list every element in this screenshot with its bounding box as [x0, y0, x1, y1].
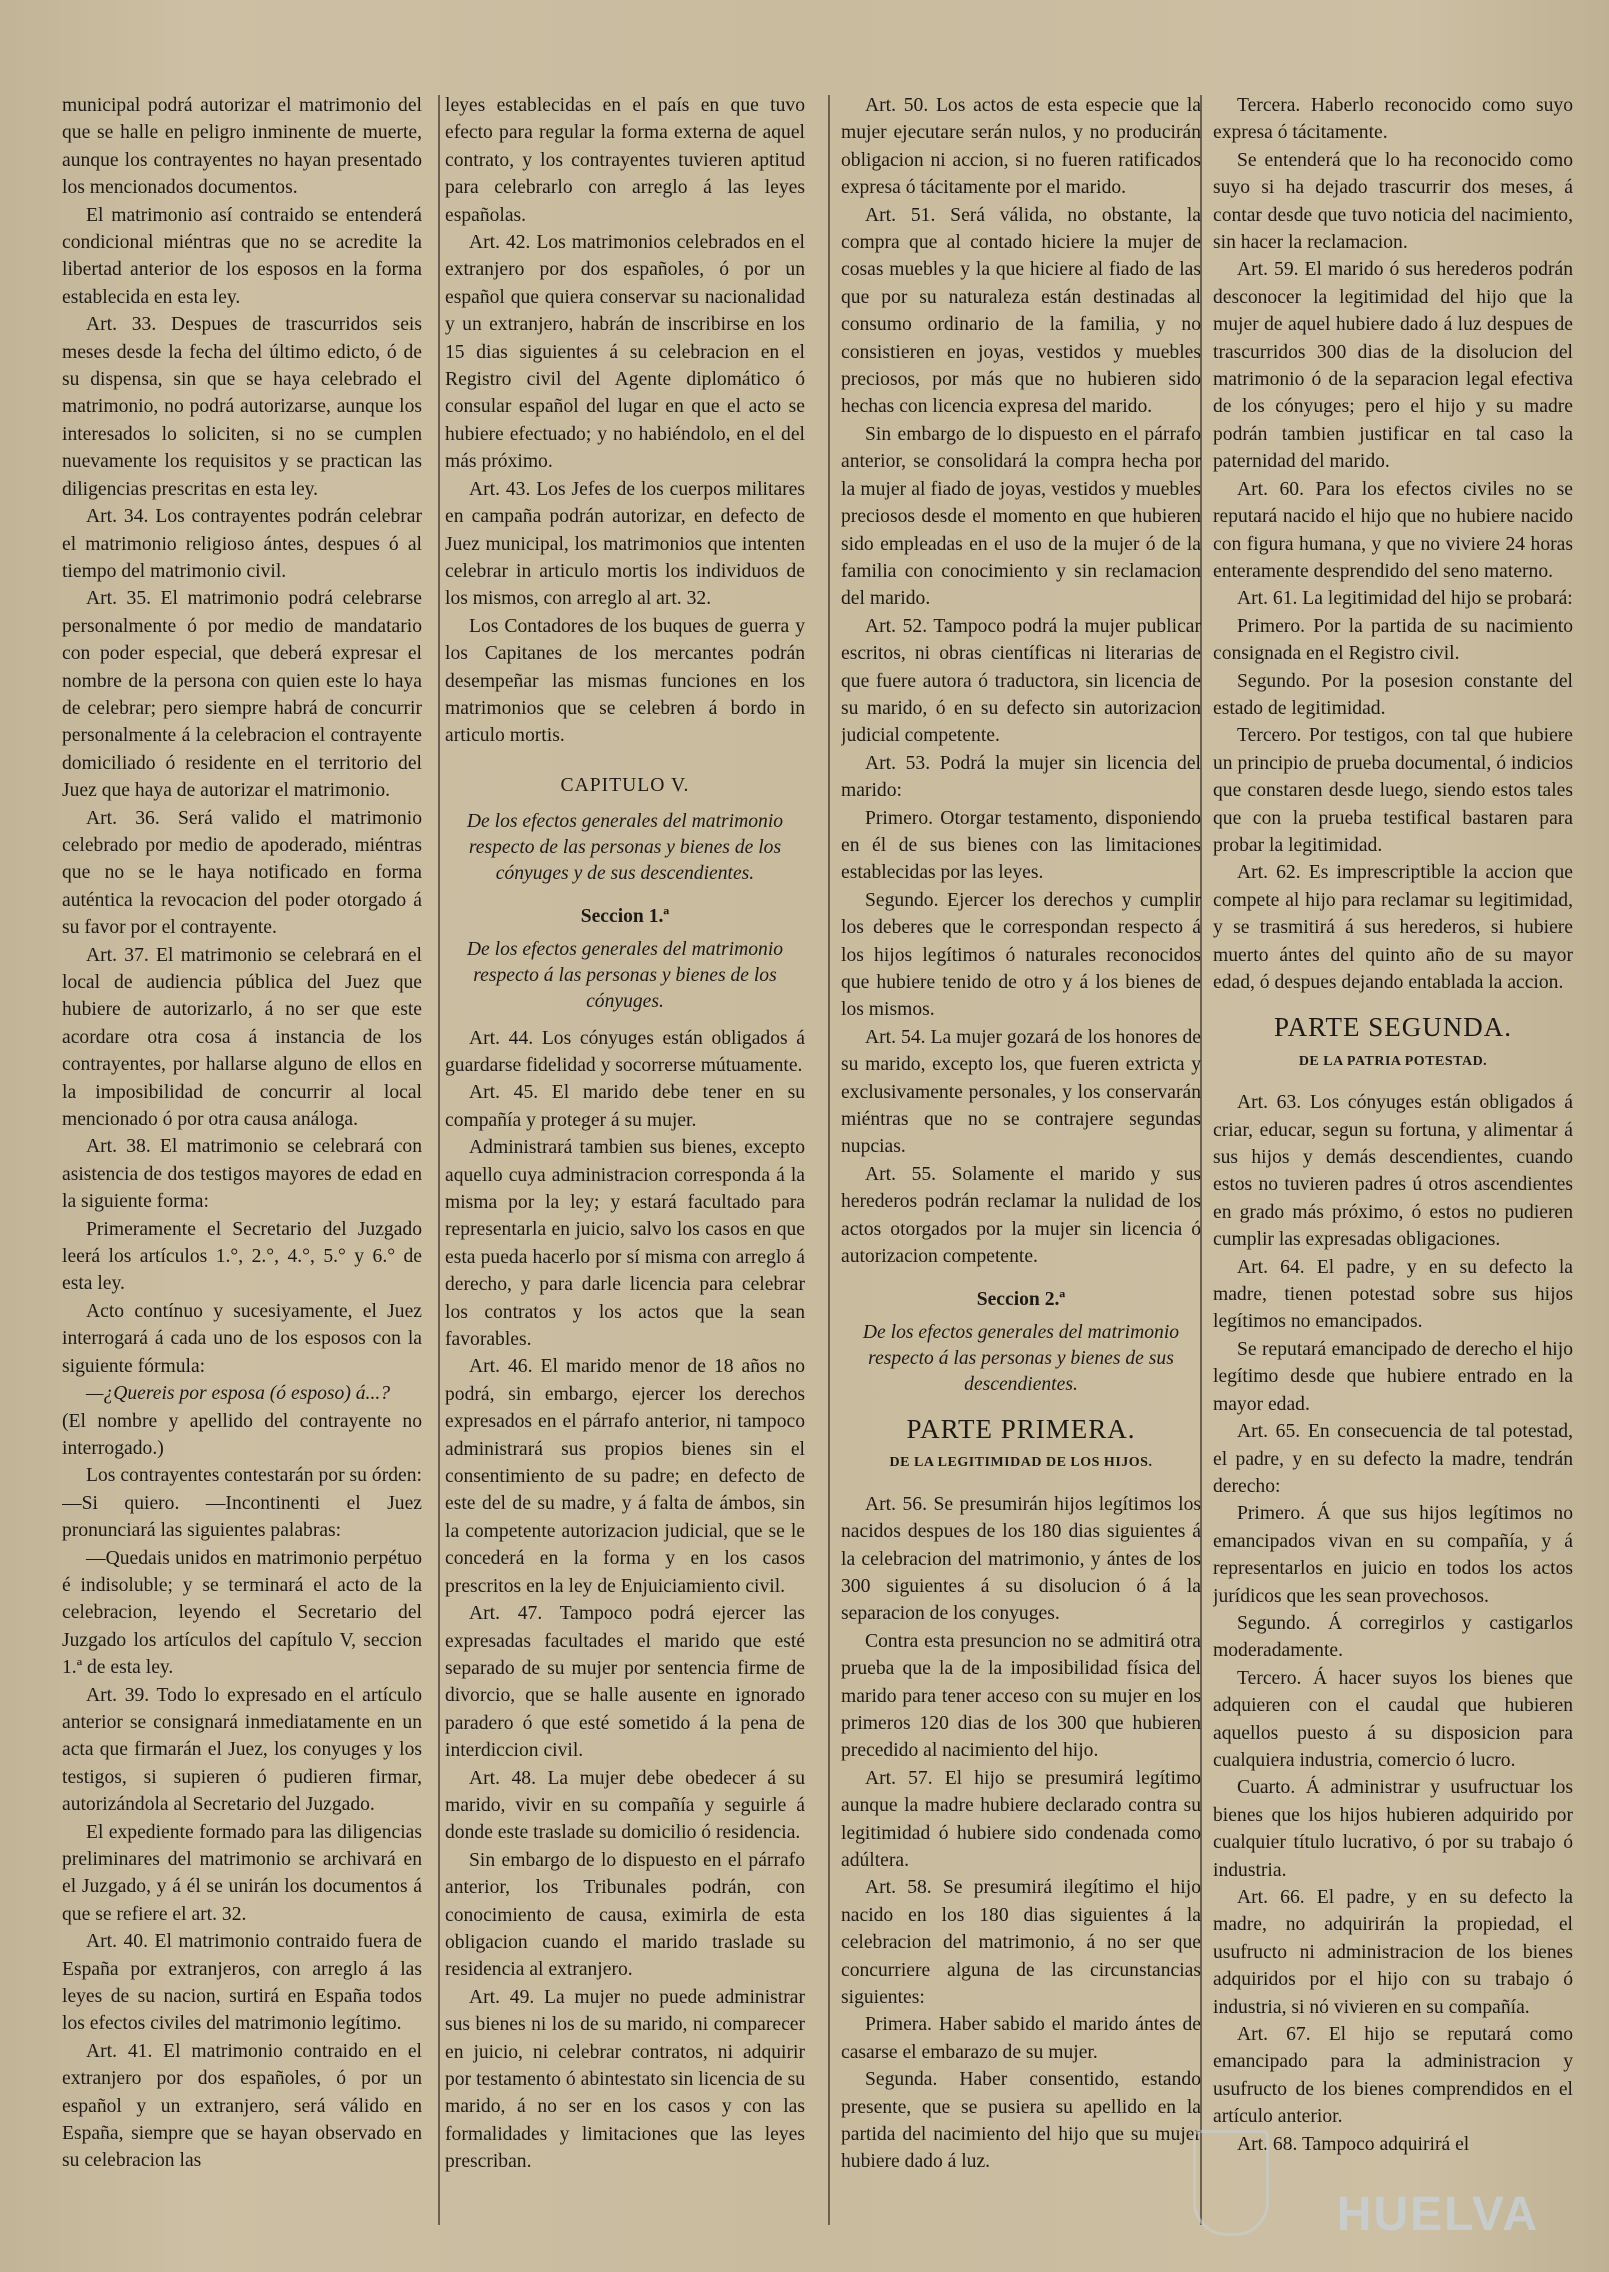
text-column-3 [841, 92, 1201, 2222]
article-64: Art. 64. El padre, y en su defecto la madre, tienen potestad sobre sus hijos legítimos no emancipados. [1213, 1256, 1573, 1333]
article-38: Art. 38. El matrimonio se celebrará con asistencia de dos testigos mayores de edad en la siguiente forma: [62, 1136, 422, 1213]
paragraph: Cuarto. Á administrar y usufructuar los bienes que los hijos hubieren adquirido por cualquier título lucrativo, ó por su trabajo ó industria. [1213, 1777, 1573, 1881]
article-47: Art. 47. Tampoco podrá ejercer las expresadas facultades el marido que esté separado de su mujer por sentencia firme de divorcio, que se halle ausente en ignorado paradero ó que esté sometido á la pena de interdiccion civil. [445, 1603, 805, 1762]
paragraph: municipal podrá autorizar el matrimonio del que se halle en peligro inminente de muerte, aunque los contrayentes no hayan presentado los mencionados documentos. [62, 95, 422, 199]
paragraph: Tercera. Haberlo reconocido como suyo expresa ó tácitamente. [1213, 95, 1573, 144]
article-42: Art. 42. Los matrimonios celebrados en el extranjero por dos españoles, ó por un español que quiera conservar su nacionalidad y un extranjero, habrán de inscribirse en los 15 dias siguientes á su celebracion en el Registro civil del Agente diplomático ó consular español del lugar en que el acto se hubiere efectuado; y no habiéndolo, en el del más próximo. [445, 232, 805, 473]
paragraph: Se reputará emancipado de derecho el hijo legítimo desde que hubiere entrado en la mayor edad. [1213, 1338, 1573, 1415]
section-heading: Seccion 1.ª [580, 906, 670, 928]
article-40: Art. 40. El matrimonio contraido fuera de España por extranjeros, con arreglo á las leyes de su nacion, surtirá en España todos los efectos civiles del matrimonio legítimo. [62, 1931, 422, 2035]
paragraph: —Quedais unidos en matrimonio perpétuo é indisoluble; y se terminará el acto de la celebracion, leyendo el Secretario del Juzgado los artículos del capítulo V, seccion 1.ª de esta ley. [62, 1547, 422, 1679]
paragraph: Primeramente el Secretario del Juzgado leerá los artículos 1.°, 2.°, 4.°, 5.° y 6.° de esta ley. [62, 1218, 422, 1295]
article-57: Art. 57. El hijo se presumirá legítimo aunque la madre hubiere declarado contra su legitimidad ó hubiere sido condenada como adúltera. [841, 1767, 1201, 1871]
chapter-heading: CAPITULO V. [560, 774, 690, 796]
section-subtitle: De los efectos generales del matrimonio respecto á las personas y bienes de sus descendientes. [862, 1321, 1180, 1395]
paragraph: (El nombre y apellido del contrayente no interrogado.) [62, 1410, 422, 1459]
article-68: Art. 68. Tampoco adquirirá el [1237, 2133, 1470, 2155]
column-rule-2 [828, 95, 830, 2225]
paragraph: Los contrayentes contestarán por su órden: —Si quiero. —Incontinenti el Juez pronunciará las siguientes palabras: [62, 1465, 422, 1542]
paragraph: Acto contínuo y sucesiyamente, el Juez interrogará á cada uno de los esposos con la siguiente fórmula: [62, 1300, 422, 1377]
article-59: Art. 59. El marido ó sus herederos podrán desconocer la legitimidad del hijo que la mujer de aquel hubiere dado á luz despues de trascurridos 300 dias de la disolucion del matrimonio ó de la separacion legal efectiva de los cónyuges; pero el hijo y su madre podrán tambien justificar en tal caso la paternidad del marido. [1213, 259, 1573, 473]
article-34: Art. 34. Los contrayentes podrán celebrar el matrimonio religioso ántes, despues ó al tiempo del matrimonio civil. [62, 506, 422, 582]
paragraph: Primera. Haber sabido el marido ántes de casarse el embarazo de su mujer. [841, 2014, 1201, 2063]
article-67: Art. 67. El hijo se reputará como emancipado para la administracion y usufructo de los bienes comprendidos en el artículo anterior. [1213, 2024, 1573, 2128]
text-column-4 [1213, 92, 1573, 2222]
part-heading: PARTE SEGUNDA. [1274, 1012, 1512, 1043]
paragraph: Segundo. Á corregirlos y castigarlos moderadamente. [1213, 1612, 1573, 1662]
paragraph: Primero. Otorgar testamento, disponiendo en él de sus bienes con las limitaciones establecidas por las leyes. [841, 807, 1201, 884]
article-50: Art. 50. Los actos de esta especie que la mujer ejecutare serán nulos, y no producirán obligacion ni accion, si no fueren ratificados expresa ó tácitamente por el marido. [841, 95, 1201, 199]
part-heading: PARTE PRIMERA. [906, 1413, 1136, 1444]
article-63: Art. 63. Los cónyuges están obligados á criar, educar, segun su fortuna, y alimentar á sus hijos y demás descendientes, cuando estos no tuvieren padres ú otros ascendientes en grado más próximo, ó estos no pudieren cumplir las expresadas obligaciones. [1213, 1092, 1573, 1251]
article-39: Art. 39. Todo lo expresado en el artículo anterior se consignará inmediatamente en un acta que firmarán el Juez, los conyuges y los testigos, si supieren ó pudieren firmar, autorizándola al Secretario del Juzgado. [62, 1684, 422, 1816]
article-43: Art. 43. Los Jefes de los cuerpos militares en campaña podrán autorizar, en defecto de Juez municipal, los matrimonios que intenten celebrar in articulo mortis los individuos de los mismos, con arreglo al art. 32. [445, 478, 805, 610]
paragraph: Sin embargo de lo dispuesto en el párrafo anterior, se consolidará la compra hecha por la mujer al fiado de joyas, vestidos y muebles preciosos desde el momento en que hubieren sido empleadas en el uso de la mujer ó de la familia con conocimiento y sin reclamacion del marido. [841, 423, 1201, 610]
archive-shield-icon [1193, 2130, 1269, 2236]
article-54: Art. 54. La mujer gozará de los honores de su marido, excepto los, que fueren extricta y exclusivamente personales, y los conservarán miéntras que no se contrajere segundas nupcias. [841, 1026, 1201, 1158]
archive-watermark: HUELVA [1336, 2188, 1539, 2241]
text-column-2 [445, 92, 805, 2222]
paragraph: Tercero. Á hacer suyos los bienes que adquieren con el caudal que hubieren aquellos puesto á su disposicion para cualquiera industria, comercio ó lucro. [1213, 1667, 1573, 1771]
article-53: Art. 53. Podrá la mujer sin licencia del marido: [841, 752, 1201, 802]
paragraph: Administrará tambien sus bienes, excepto aquello cuya administracion corresponda á la misma por la ley; y estará facultado para representarla en juicio, salvo los casos en que esta pueda hacerlo por sí misma con arreglo á derecho, y para darle licencia para celebrar los contratos y los actos que la sean favorables. [445, 1137, 805, 1351]
paragraph: leyes establecidas en el país en que tuvo efecto para regular la forma externa de aquel contrato, y los contrayentes tuvieren aptitud para celebrarlo con arreglo á las leyes españolas. [445, 95, 805, 226]
article-37: Art. 37. El matrimonio se celebrará en el local de audiencia pública del Juez que hubiere de autorizarlo, á no ser que este acordare otra cosa á instancia de los contrayentes, por hallarse alguno de ellos en la imposibilidad de concurrir al local mencionado ó por otra causa análoga. [62, 944, 422, 1131]
paragraph: Segundo. Ejercer los derechos y cumplir los deberes que le correspondan respecto á los hijos legítimos ó naturales reconocidos que hubiere tenido de otro y á los bienes de los mismos. [841, 889, 1201, 1021]
article-52: Art. 52. Tampoco podrá la mujer publicar escritos, ni obras científicas ni literarias de que fuere autora ó traductora, sin licencia de su marido, ó en su defecto sin autorizacion judicial competente. [841, 615, 1201, 747]
article-41: Art. 41. El matrimonio contraido en el extranjero por dos españoles, ó por un español y un extranjero, será válido en España, siempre que se hayan observado en su celebracion las [62, 2040, 422, 2172]
paragraph: Segunda. Haber consentido, estando presente, que se pusiera su apellido en la partida del nacimiento del hijo que su mujer hubiere dado á luz. [841, 2069, 1201, 2173]
section-subtitle: De los efectos generales del matrimonio respecto á las personas y bienes de los cónyuges. [466, 938, 784, 1012]
article-60: Art. 60. Para los efectos civiles no se reputará nacido el hijo que no hubiere nacido con figura humana, y que no viviere 24 horas enteramente desprendido del seno materno. [1213, 478, 1573, 582]
article-48: Art. 48. La mujer debe obedecer á su marido, vivir en su compañía y seguirle á donde este traslade su domicilio ó residencia. [445, 1767, 805, 1844]
article-56: Art. 56. Se presumirán hijos legítimos los nacidos despues de los 180 dias siguientes á la celebracion del matrimonio, y ántes de los 300 siguientes á su disolucion ó á la separacion de los conyuges. [841, 1493, 1201, 1625]
paragraph: Contra esta presuncion no se admitirá otra prueba que la de la imposibilidad física del marido para tener acceso con su mujer en los primeros 120 dias de los 300 que hubieren precedido al nacimiento del hijo. [841, 1630, 1201, 1762]
paragraph: Segundo. Por la posesion constante del estado de legitimidad. [1213, 670, 1573, 719]
paragraph: Primero. Por la partida de su nacimiento consignada en el Registro civil. [1213, 615, 1573, 665]
article-62: Art. 62. Es imprescriptible la accion que compete al hijo para reclamar su legitimidad, y se trasmitirá á sus herederos, si hubiere muerto ántes del quinto año de su mayor edad, ó despues dejando entablada la accion. [1213, 862, 1573, 993]
paragraph: Primero. Á que sus hijos legítimos no emancipados vivan en su compañía, y á representarlos en juicio en todos los actos jurídicos que les sean provechosos. [1213, 1503, 1573, 1607]
paragraph: Sin embargo de lo dispuesto en el párrafo anterior, los Tribunales podrán, con conocimiento de causa, eximirla de esta obligacion cuando el marido traslade su residencia al extranjero. [445, 1849, 805, 1981]
paragraph: El matrimonio así contraido se entenderá condicional miéntras que no se acredite la libertad anterior de los esposos en la forma establecida en esta ley. [62, 204, 422, 308]
article-44: Art. 44. Los cónyuges están obligados á guardarse fidelidad y socorrerse mútuamente. [445, 1027, 805, 1076]
column-rule-1 [438, 95, 440, 2225]
article-58: Art. 58. Se presumirá ilegítimo el hijo nacido en los 180 dias siguientes á la celebracion del matrimonio, á no ser que concurriere alguna de las circunstancias siguientes: [841, 1877, 1201, 2008]
chapter-subtitle: De los efectos generales del matrimonio respecto de las personas y bienes de los cónyuges y de sus descendientes. [466, 811, 784, 885]
article-61: Art. 61. La legitimidad del hijo se probará: [1237, 588, 1573, 610]
article-55: Art. 55. Solamente el marido y sus herederos podrán reclamar la nulidad de los actos otorgados por la mujer sin licencia ó autorizacion competente. [841, 1163, 1201, 1268]
article-36: Art. 36. Será valido el matrimonio celebrado por medio de apoderado, miéntras que no se le haya notificado en forma auténtica la revocacion del poder otorgado á su favor por el contrayente. [62, 807, 422, 939]
article-66: Art. 66. El padre, y en su defecto la madre, no adquirirán la propiedad, el usufructo ni administracion de los bienes adquiridos por el hijo con su trabajo ó industria, si nó vivieren en su compañía. [1213, 1887, 1573, 2018]
paragraph: Los Contadores de los buques de guerra y los Capitanes de los mercantes podrán desempeñar las mismas funciones en los matrimonios que se celebren á bordo in articulo mortis. [445, 615, 805, 747]
article-46: Art. 46. El marido menor de 18 años no podrá, sin embargo, ejercer los derechos expresados en el párrafo anterior, ni tampoco administrará sus propios bienes sin el consentimiento de su padre; en defecto de este del de su madre, y á falta de ámbos, sin la competente autorizacion judicial, que se le concederá en la forma y en los casos prescritos en la ley de Enjuiciamiento civil. [445, 1356, 805, 1597]
article-35: Art. 35. El matrimonio podrá celebrarse personalmente ó por medio de mandatario con poder especial, que deberá expresar el nombre de la persona con quien este lo haya de celebrar; pero siempre habrá de concurrir personalmente á la celebracion el contrayente domiciliado ó residente en el territorio del Juez que haya de autorizar el matrimonio. [62, 588, 422, 802]
text-column-1 [62, 92, 422, 2222]
article-33: Art. 33. Despues de trascurridos seis meses desde la fecha del último edicto, ó de su dispensa, sin que se haya celebrado el matrimonio, no podrá autorizarse, aunque los interesados lo soliciten, si no se cumplen nuevamente los requisitos y se practican las diligencias prescritas en esta ley. [62, 314, 422, 500]
part-subtitle: DE LA LEGITIMIDAD DE LOS HIJOS. [889, 1455, 1153, 1471]
formula-question: —¿Quereis por esposa (ó esposo) á...? [86, 1383, 391, 1405]
paragraph: El expediente formado para las diligencias preliminares del matrimonio se archivará en el Juzgado, y á él se unirán los documentos á que se refiere el art. 32. [62, 1821, 422, 1925]
article-45: Art. 45. El marido debe tener en su compañía y proteger á su mujer. [445, 1082, 805, 1131]
article-65: Art. 65. En consecuencia de tal potestad, el padre, y en su defecto la madre, tendrán derecho: [1213, 1421, 1573, 1497]
article-49: Art. 49. La mujer no puede administrar sus bienes ni los de su marido, ni comparecer en juicio, ni celebrar contratos, ni adquirir por testamento ó abintestato sin licencia de su marido, á no ser en los casos y con las formalidades y limitaciones que las leyes prescriban. [445, 1986, 805, 2173]
article-51: Art. 51. Será válida, no obstante, la compra que al contado hiciere la mujer de cosas muebles y la que hiciere al fiado de las que por su naturaleza están destinadas al consumo ordinario de la familia, y no consistieren en joyas, vestidos y muebles preciosos, por más que no hubieren sido hechas con licencia expresa del marido. [841, 204, 1201, 418]
paragraph: Tercero. Por testigos, con tal que hubiere un principio de prueba documental, ó indicios que constaren desde luego, siendo estos tales que con la prueba testifical bastaren para probar la legitimidad. [1213, 725, 1573, 856]
part-subtitle: DE LA PATRIA POTESTAD. [1298, 1053, 1488, 1069]
paragraph: Se entenderá que lo ha reconocido como suyo si ha dejado trascurrir dos meses, á contar desde que tuvo noticia del nacimiento, sin hacer la reclamacion. [1213, 149, 1573, 254]
section-heading: Seccion 2.ª [976, 1289, 1066, 1311]
